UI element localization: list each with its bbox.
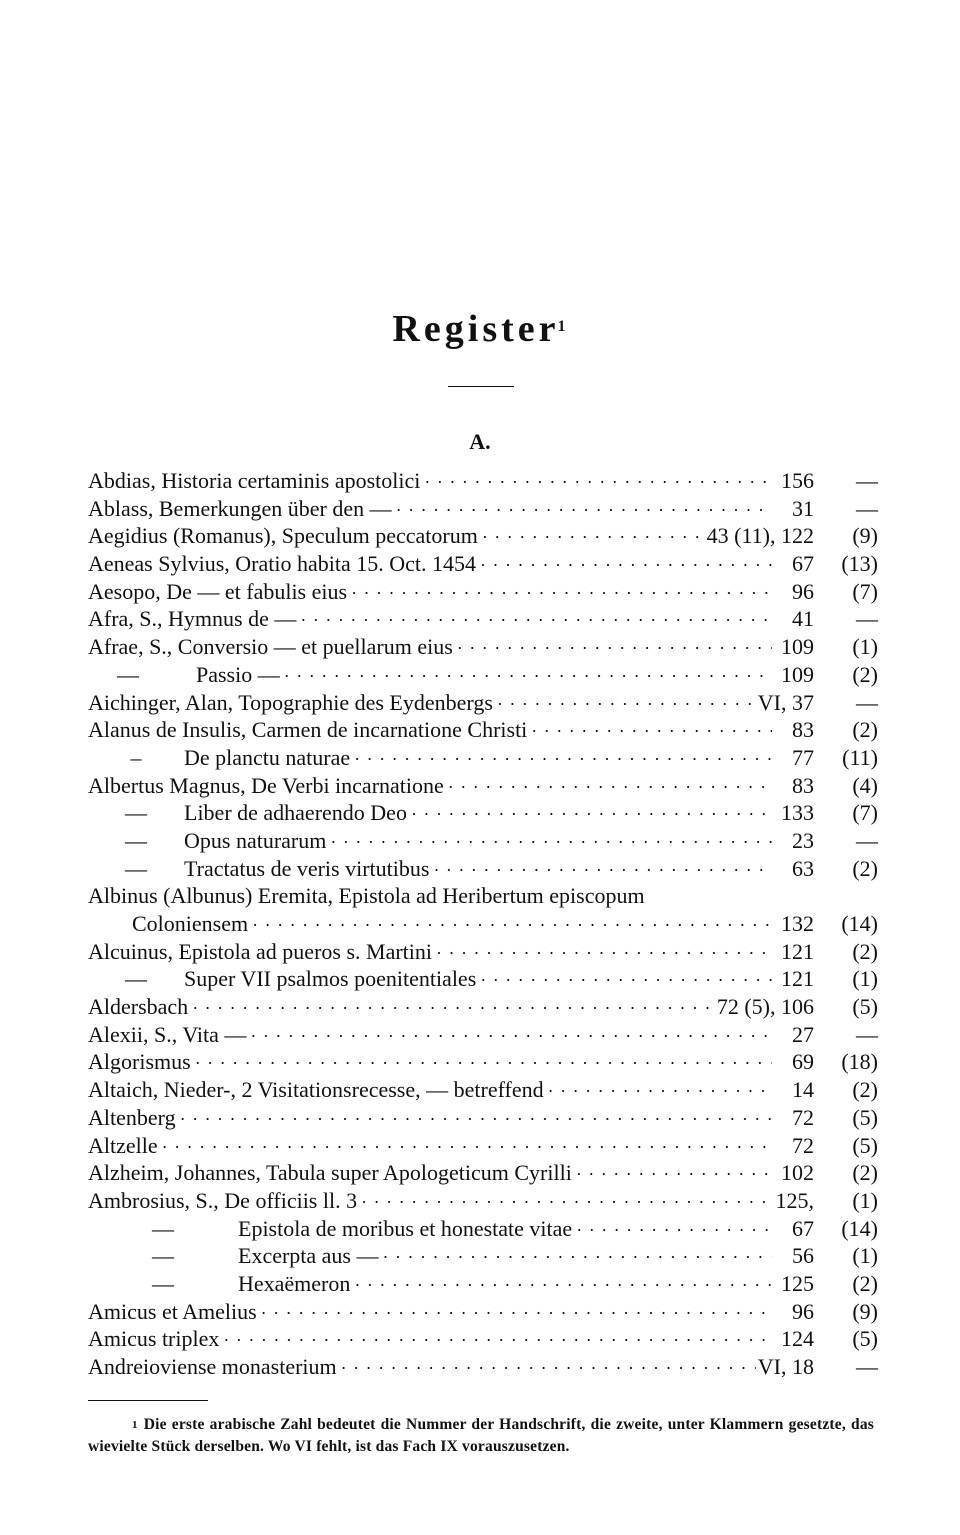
register-entry [88, 716, 878, 744]
entry-page-number: 43 (11), 122 [706, 523, 814, 549]
entry-item-number: (2) [852, 938, 878, 964]
entry-label: Andreioviense monasterium [88, 1354, 337, 1379]
entry-ditto-dash: — [125, 827, 147, 853]
entry-page-number: 72 (5), 106 [716, 994, 814, 1020]
register-entry [88, 1215, 878, 1243]
entry-item-number: (7) [852, 800, 878, 826]
entry-label: Abdias, Historia certaminis apostolici [88, 468, 421, 493]
register-entry [88, 1270, 878, 1298]
entry-page-number: 109 [781, 661, 814, 687]
entry-text [88, 1215, 572, 1243]
register-entry [88, 1325, 878, 1353]
entry-label: Algorismus [88, 1049, 191, 1075]
entry-text [88, 661, 280, 689]
entry-page-number: 23 [792, 827, 814, 853]
entry-label: Alanus de Insulis, Carmen de incarnatione Christi [88, 717, 528, 743]
entry-item-number: (14) [841, 911, 878, 936]
entry-text [88, 882, 645, 910]
register-entry [88, 633, 878, 661]
entry-item-number: (5) [852, 1326, 878, 1352]
dot-leader [261, 1298, 772, 1328]
entry-page-number: 67 [792, 551, 814, 577]
entry-ditto-dash: — [117, 661, 139, 687]
entry-label: Afrae, S., Conversio — et puellarum eius [88, 634, 453, 660]
entry-page-number: 83 [792, 717, 814, 743]
entry-label: Altaich, Nieder-, 2 Visitationsrecesse, — betreffend [88, 1077, 544, 1103]
register-entry [88, 578, 878, 606]
entry-label: Albertus Magnus, De Verbi incarnatione [88, 772, 444, 798]
entry-text [88, 993, 188, 1021]
dot-leader [252, 910, 772, 940]
entry-text [88, 716, 527, 744]
dot-leader [480, 965, 772, 995]
entry-text [88, 1076, 544, 1104]
page-title-text: Register [392, 308, 560, 350]
entry-text [88, 1298, 257, 1326]
register-entry [88, 1187, 878, 1215]
entry-page-number: 109 [781, 634, 814, 660]
register-entry [88, 1048, 878, 1076]
register-entry [88, 1353, 878, 1381]
entry-item-number: (5) [852, 994, 878, 1020]
entry-label: Super VII psalmos poenitentiales [184, 966, 477, 992]
entry-text [88, 772, 444, 800]
register-entry [88, 467, 878, 495]
entry-page-number: 156 [781, 468, 814, 493]
entry-label: Hexaëmeron [238, 1270, 351, 1296]
dot-leader [250, 1021, 772, 1051]
register-entry [88, 1159, 878, 1187]
entry-page-number: 69 [792, 1049, 814, 1075]
entry-label: Epistola de moribus et honestate vitae [238, 1215, 573, 1241]
entry-item-number: (9) [852, 1298, 878, 1324]
entry-text [88, 550, 476, 578]
entry-item-number: — [856, 495, 878, 521]
entry-text [88, 633, 453, 661]
entry-text [88, 855, 429, 883]
footnote-text: Die erste arabische Zahl bedeutet die Nummer der Handschrift, die zweite, unter Klammern gesetzte, das wievielte Stück derselben. Wo VI fehlt, ist das Fach IX vorauszusetzen. [88, 1416, 874, 1455]
entry-item-number: (1) [852, 1243, 878, 1269]
register-entry [88, 661, 878, 689]
dot-leader [424, 467, 772, 497]
entry-text [88, 1132, 158, 1160]
dot-leader [548, 1076, 772, 1106]
entry-page-number: 125 [781, 1270, 814, 1296]
entry-text [88, 578, 347, 606]
entry-item-number: (1) [852, 634, 878, 660]
entry-page-number: 67 [792, 1215, 814, 1241]
entry-text [88, 605, 296, 633]
register-entry [88, 495, 878, 523]
entry-item-number: (9) [852, 523, 878, 549]
title-footnote-mark: 1 [557, 318, 566, 335]
entry-text [88, 1187, 357, 1215]
entry-page-number: 72 [792, 1104, 814, 1130]
page-title [0, 306, 960, 352]
entry-ditto-dash: — [152, 1243, 174, 1269]
entry-item-number: (1) [852, 1187, 878, 1213]
entry-item-number: (5) [852, 1104, 878, 1130]
entry-ditto-dash: — [125, 966, 147, 992]
entry-page-number: 121 [781, 966, 814, 992]
entry-text [88, 1242, 379, 1270]
dot-leader [284, 661, 772, 691]
dot-leader [354, 1270, 772, 1300]
dot-leader [497, 689, 756, 719]
entry-label: Aeneas Sylvius, Oratio habita 15. Oct. 1454 [88, 551, 476, 577]
entry-label: Aldersbach [88, 994, 189, 1020]
entry-item-number: (1) [852, 966, 878, 992]
entry-item-number: — [856, 606, 878, 632]
entry-label: Amicus triplex [88, 1326, 220, 1352]
entry-label: Aegidius (Romanus), Speculum peccatorum [88, 523, 478, 549]
entry-text [88, 1104, 176, 1132]
entry-text [88, 1159, 572, 1187]
dot-leader [330, 827, 772, 857]
dot-leader [383, 1242, 773, 1272]
entry-ditto-dash: – [130, 744, 142, 770]
entry-label: Afra, S., Hymnus de — [88, 606, 297, 632]
register-entry [88, 855, 878, 883]
entry-item-number: (11) [842, 744, 878, 770]
entry-text [88, 1270, 350, 1298]
entry-ditto-dash: — [152, 1215, 174, 1241]
entry-page-number: 72 [792, 1132, 814, 1158]
entry-page-number: 133 [781, 800, 814, 826]
entry-item-number: (2) [852, 855, 878, 881]
dot-leader [436, 938, 772, 968]
entry-item-number: — [856, 827, 878, 853]
register-entry [88, 993, 878, 1021]
entry-page-number: VI, 18 [757, 1354, 814, 1379]
entry-text [88, 1353, 337, 1381]
dot-leader [361, 1187, 772, 1217]
register-entry [88, 910, 878, 938]
entry-label: Altzelle [88, 1132, 158, 1158]
entry-text [88, 938, 432, 966]
entry-item-number: (2) [852, 1077, 878, 1103]
register-entry [88, 1104, 878, 1132]
entry-label: Ambrosius, S., De officiis ll. 3 [88, 1187, 358, 1213]
entry-item-number: — [856, 1354, 878, 1379]
entry-label: Alexii, S., Vita — [88, 1021, 247, 1047]
entry-ditto-dash: — [125, 855, 147, 881]
register-entry [88, 799, 878, 827]
entry-text [88, 827, 326, 855]
register-entry [88, 1298, 878, 1326]
entry-item-number: (2) [852, 717, 878, 743]
register-entry [88, 689, 878, 717]
entry-label: Albinus (Albunus) Eremita, Epistola ad Heribertum episcopum [88, 883, 645, 909]
register-entry [88, 605, 878, 633]
dot-leader [457, 633, 772, 663]
register-entry [88, 965, 878, 993]
entry-item-number: — [856, 468, 878, 493]
entry-page-number: 77 [792, 744, 814, 770]
entry-page-number: VI, 37 [757, 689, 814, 715]
dot-leader [162, 1132, 772, 1162]
register-entries [88, 467, 878, 1381]
entry-page-number: 96 [792, 1298, 814, 1324]
dot-leader [300, 605, 772, 635]
register-entry [88, 938, 878, 966]
register-entry [88, 1242, 878, 1270]
entry-label: De planctu naturae [184, 744, 351, 770]
entry-item-number: — [856, 1021, 878, 1047]
entry-text [88, 799, 407, 827]
register-entry [88, 772, 878, 800]
entry-page-number: 132 [781, 911, 814, 936]
entry-page-number: 56 [792, 1243, 814, 1269]
entry-label: Amicus et Amelius [88, 1298, 257, 1324]
entry-item-number: (7) [852, 578, 878, 604]
entry-text [88, 744, 350, 772]
entry-text [88, 1325, 219, 1353]
register-entry [88, 1132, 878, 1160]
entry-text [88, 965, 476, 993]
dot-leader [576, 1159, 772, 1189]
section-letter: A. [469, 429, 491, 454]
entry-page-number: 31 [792, 495, 814, 521]
register-entry [88, 1021, 878, 1049]
dot-leader [192, 993, 715, 1023]
entry-label: Passio — [196, 661, 280, 687]
title-rule [448, 386, 514, 387]
entry-page-number: 102 [781, 1160, 814, 1186]
dot-leader [448, 772, 772, 802]
entry-label: Opus naturarum [184, 827, 327, 853]
entry-text [88, 522, 478, 550]
entry-item-number: (14) [841, 1215, 878, 1241]
dot-leader [396, 495, 772, 525]
footnote [88, 1414, 874, 1458]
register-entry [88, 744, 878, 772]
register-entry [88, 550, 878, 578]
entry-label: Liber de adhaerendo Deo [184, 800, 407, 826]
entry-label: Ablass, Bemerkungen über den — [88, 495, 392, 521]
entry-page-number: 63 [792, 855, 814, 881]
entry-ditto-dash: — [125, 800, 147, 826]
entry-item-number: (4) [852, 772, 878, 798]
entry-page-number: 14 [792, 1077, 814, 1103]
entry-page-number: 121 [781, 938, 814, 964]
dot-leader [223, 1325, 772, 1355]
entry-page-number: 96 [792, 578, 814, 604]
register-entry [88, 1076, 878, 1104]
dot-leader [480, 550, 772, 580]
entry-label: Tractatus de veris virtutibus [184, 855, 430, 881]
entry-label: Coloniensem [132, 911, 249, 936]
footnote-mark: 1 [132, 1419, 138, 1431]
entry-page-number: 27 [792, 1021, 814, 1047]
dot-leader [351, 578, 772, 608]
dot-leader [433, 855, 772, 885]
entry-label: Altenberg [88, 1104, 176, 1130]
entry-label: Aesopo, De — et fabulis eius [88, 578, 348, 604]
dot-leader [482, 522, 705, 552]
dot-leader [341, 1353, 756, 1383]
register-entry [88, 882, 878, 910]
register-entry [88, 827, 878, 855]
entry-page-number: 125, [775, 1187, 814, 1213]
entry-text [88, 910, 248, 938]
register-entry [88, 522, 878, 550]
entry-label: Alzheim, Johannes, Tabula super Apologeticum Cyrilli [88, 1160, 572, 1186]
entry-item-number: (5) [852, 1132, 878, 1158]
entry-item-number: (18) [841, 1049, 878, 1075]
entry-label: Excerpta aus — [238, 1243, 379, 1269]
entry-label: Aichinger, Alan, Topographie des Eydenbergs [88, 689, 493, 715]
entry-text [88, 1021, 246, 1049]
entry-text [88, 689, 493, 717]
dot-leader [180, 1104, 772, 1134]
entry-item-number: (13) [841, 551, 878, 577]
dot-leader [354, 744, 772, 774]
entry-label: Alcuinus, Epistola ad pueros s. Martini [88, 938, 433, 964]
footnote-rule [88, 1400, 208, 1401]
dot-leader [531, 716, 772, 746]
entry-ditto-dash: — [152, 1270, 174, 1296]
entry-page-number: 41 [792, 606, 814, 632]
entry-page-number: 124 [781, 1326, 814, 1352]
entry-text [88, 467, 420, 495]
entry-item-number: (2) [852, 1270, 878, 1296]
dot-leader [576, 1215, 772, 1245]
entry-text [88, 1048, 191, 1076]
entry-text [88, 495, 392, 523]
entry-page-number: 83 [792, 772, 814, 798]
entry-item-number: (2) [852, 1160, 878, 1186]
entry-item-number: (2) [852, 661, 878, 687]
dot-leader [411, 799, 772, 829]
dot-leader [195, 1048, 772, 1078]
entry-item-number: — [856, 689, 878, 715]
